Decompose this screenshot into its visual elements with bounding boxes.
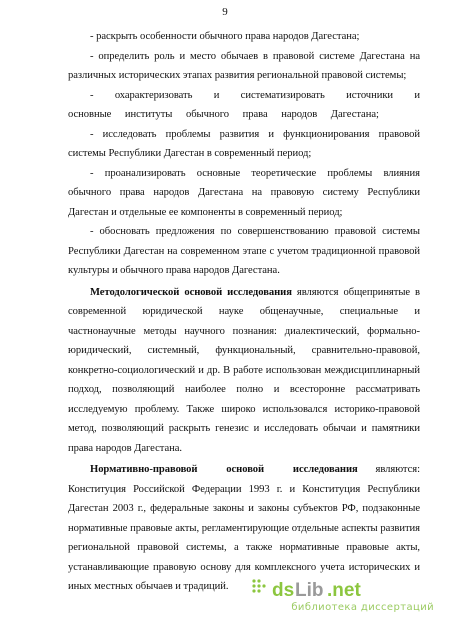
task-item-4: - исследовать проблемы развития и функционирования правовой системы Республики Дагестан в современный период; (68, 128, 420, 159)
task-item-2: - определить роль и место обычаев в правовой системе Дагестана на различных исторических этапах развития региональной правовой системы; (68, 50, 420, 81)
methodology-heading: Методологической основой исследования (90, 286, 292, 298)
document-body (68, 27, 420, 597)
task-item-1: - раскрыть особенности обычного права народов Дагестана; (90, 31, 360, 42)
legal-basis-heading: Нормативно-правовой основой исследования (90, 464, 358, 475)
task-item-3: - охарактеризовать и систематизировать источники и основные институты обычного права народов Дагестана; (68, 89, 420, 120)
page-number: 9 (222, 6, 228, 18)
svg-text:ds: ds (272, 580, 295, 601)
svg-text:Lib: Lib (295, 580, 324, 601)
task-item-5: - проанализировать основные теоретические проблемы влияния обычного права народов Дагестана на правовую систему Республики Дагестан и отдельные ее компоненты в современный период; (68, 167, 420, 218)
methodology-text: являются общепринятые в современной юридической науке общенаучные, специальные и частнонаучные методы научного познания: диалектический, формально-юридический, системный, функциональный, сравнительно-правовой, конкретно-социологический и др. В работе использован междисциплинарный подход, позволяющий наиболее полно и всесторонне рассматривать исследуемую проблему. Также широко использовался историко-правовой метод, позволяющий раскрыть генезис и исследовать обычаи и памятники права народов Дагестана. (68, 286, 420, 454)
watermark-caption: библиотека диссертаций (291, 602, 434, 613)
dslib-logo-icon (248, 577, 434, 601)
svg-text:.net: .net (327, 580, 361, 601)
logo-dots (252, 579, 265, 592)
methodology-paragraph (68, 283, 420, 459)
legal-basis-text: являются: Конституция Российской Федерации 1993 г. и Конституция Республики Дагестан 2003 г., федеральные законы и законы субъектов РФ, подзаконные нормативные правовые акты, регламентирующие отдельные аспекты развития региональной правовой системы, а также нормативные правовые акты, устанавливающие правовую основу для комплексного учета исторических и иных местных обычаев и традиций. (68, 464, 420, 592)
dslib-watermark (248, 577, 434, 615)
task-item-6: - обосновать предложения по совершенствованию правовой системы Республики Дагестан на современном этапе с учетом традиционной правовой культуры и обычного права народов Дагестана. (68, 226, 420, 276)
